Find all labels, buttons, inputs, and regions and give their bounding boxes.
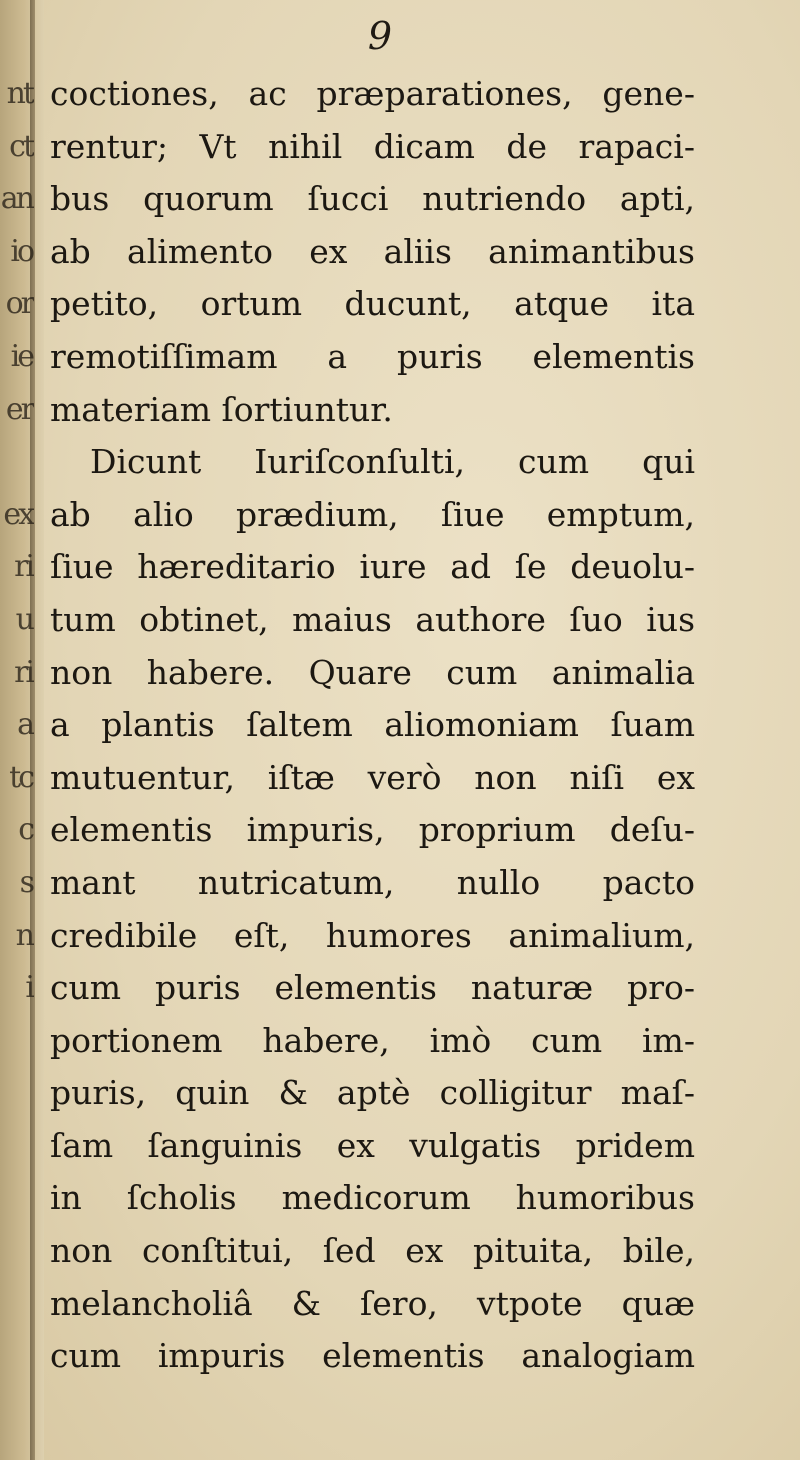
margin-fragment xyxy=(0,1278,34,1331)
text-line: cum puris elementis naturæ pro- xyxy=(50,968,695,1008)
body-text xyxy=(50,68,695,1383)
margin-fragment xyxy=(0,1225,34,1278)
facing-page-fragments xyxy=(0,68,34,1435)
margin-fragment: a xyxy=(17,707,32,743)
margin-fragment xyxy=(0,1067,34,1120)
text-line: portionem habere, imò cum im- xyxy=(50,1020,695,1060)
text-line: materiam ſortiuntur. xyxy=(50,389,393,429)
text-line: bus quorum ſucci nutriendo apti, xyxy=(50,179,695,219)
text-line: cum impuris elementis analogiam xyxy=(50,1336,695,1376)
text-line: mutuentur, iſtæ verò non niſi ex xyxy=(50,757,695,797)
text-line: non habere. Quare cum animalia xyxy=(50,652,695,692)
margin-fragment: er xyxy=(5,391,32,427)
margin-fragment xyxy=(0,1120,34,1173)
text-line: in ſcholis medicorum humoribus xyxy=(50,1178,695,1218)
margin-fragment: nt xyxy=(6,76,32,111)
text-line: a plantis ſaltem aliomoniam ſuam xyxy=(50,705,695,745)
text-line: credibile eſt, humores animalium, xyxy=(50,915,695,955)
text-line: mant nutricatum, nullo pacto xyxy=(50,862,695,902)
margin-fragment: tc xyxy=(9,759,32,795)
page-number: 9 xyxy=(367,14,393,58)
text-line: remotiſſimam a puris elementis xyxy=(50,336,695,376)
text-line: non conſtitui, ſed ex pituita, bile, xyxy=(50,1231,695,1271)
text-line: coctiones, ac præparationes, gene- xyxy=(50,74,695,113)
text-line: Dicunt Iuriſconſulti, cum qui xyxy=(90,442,695,482)
text-line: elementis impuris, proprium deſu- xyxy=(50,810,695,850)
margin-fragment: io xyxy=(10,233,32,269)
margin-fragment: ct xyxy=(9,128,32,164)
text-line: tum obtinet, maius authore ſuo ius xyxy=(50,599,695,639)
text-line: puris, quin & aptè colligitur maſ- xyxy=(50,1073,695,1113)
margin-fragment xyxy=(0,436,34,489)
text-line: rentur; Vt nihil dicam de rapaci- xyxy=(50,126,695,166)
margin-fragment: i xyxy=(25,970,32,1006)
text-line: ab alio prædium, ſiue emptum, xyxy=(50,494,695,534)
margin-fragment: ri xyxy=(14,549,32,585)
margin-fragment: s xyxy=(19,864,32,900)
margin-fragment: ex xyxy=(3,496,32,532)
text-line: ſiue hæreditario iure ad ſe deuolu- xyxy=(50,547,695,587)
margin-fragment: ie xyxy=(10,338,32,374)
text-line: ab alimento ex aliis animantibus xyxy=(50,231,695,271)
margin-fragment: or xyxy=(5,286,32,322)
margin-fragment: u xyxy=(15,601,32,637)
text-line: melancholiâ & ſero, vtpote quæ xyxy=(50,1283,695,1323)
margin-fragment: n xyxy=(15,917,32,953)
margin-fragment: an xyxy=(0,181,32,217)
margin-fragment: c xyxy=(18,812,32,848)
margin-fragment xyxy=(0,1330,34,1383)
margin-fragment: ri xyxy=(14,654,32,690)
text-line: ſam ſanguinis ex vulgatis pridem xyxy=(50,1125,695,1165)
margin-fragment xyxy=(0,1015,34,1068)
text-line: petito, ortum ducunt, atque ita xyxy=(50,284,695,324)
margin-fragment xyxy=(0,1383,34,1436)
margin-fragment xyxy=(0,1172,34,1225)
